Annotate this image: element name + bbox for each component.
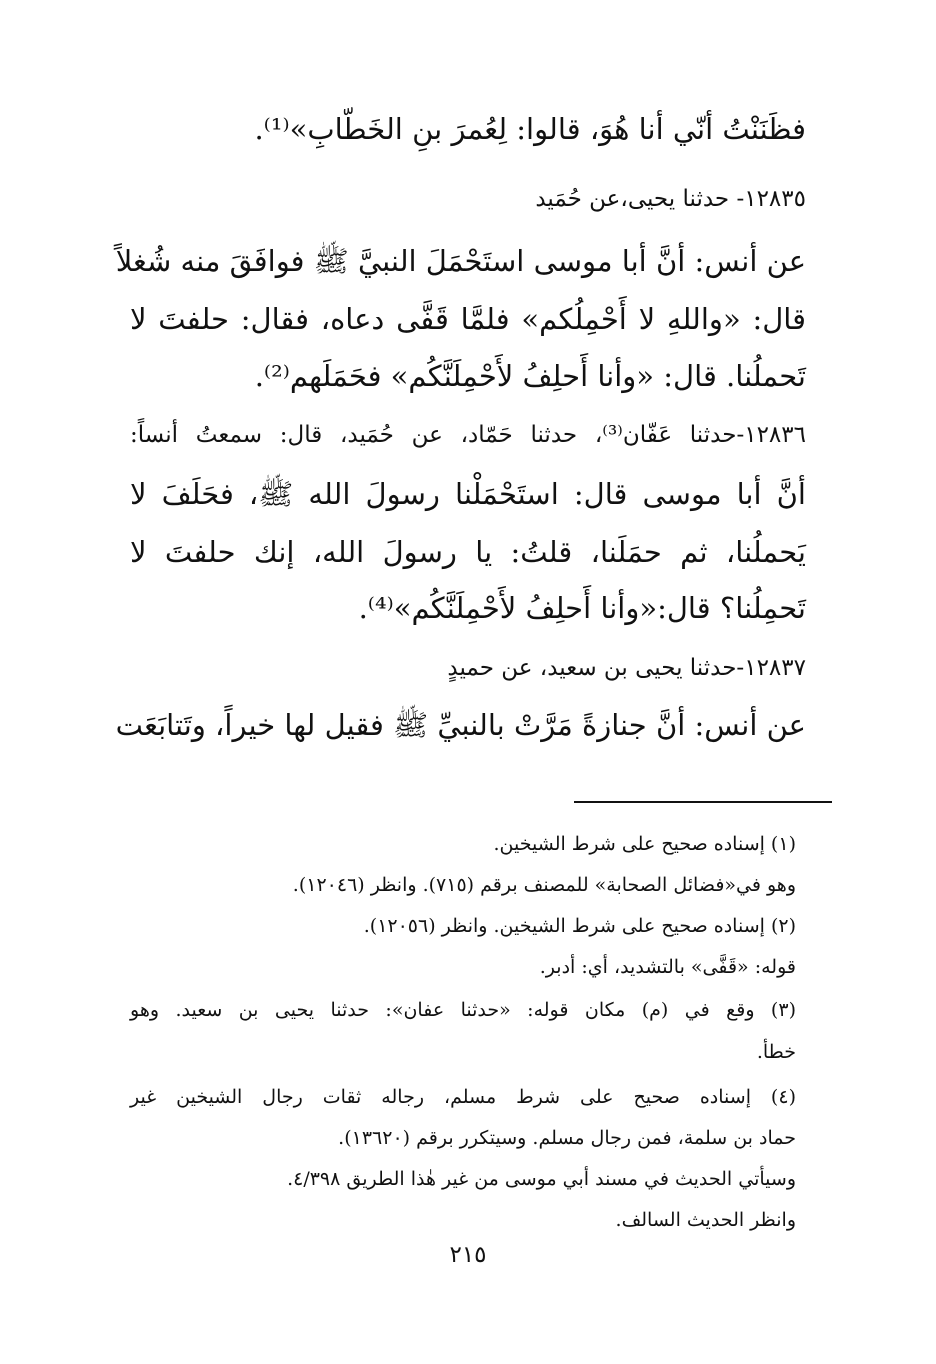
- footnote-line: خطأ.: [756, 1041, 796, 1063]
- hadith-heading-12837: ١٢٨٣٧-حدثنا يحيى بن سعيد، عن حميدٍ: [447, 655, 806, 681]
- hadith-heading-12835: ١٢٨٣٥- حدثنا يحيى،عن حُمَيد: [535, 186, 806, 212]
- text-line: قال: «واللهِ لا أَحْمِلُكم» فلمَّا قَفَّى دعاه، فقال: حلفتَ لا: [130, 302, 806, 336]
- footnote-separator: [574, 801, 832, 803]
- footnote-line: (١) إسناده صحيح على شرط الشيخين.: [493, 833, 796, 855]
- page-number: ٢١٥: [449, 1242, 487, 1268]
- footnote-line: وهو في«فضائل الصحابة» للمصنف برقم (٧١٥). وانظر (١٢٠٤٦).: [292, 874, 796, 896]
- footnote-line: حماد بن سلمة، فمن رجال مسلم. وسيتكرر برقم (١٣٦٢٠).: [338, 1127, 796, 1149]
- text-line: تَحمِلُنا؟ قال:«وأنا أَحلِفُ لأَحْمِلَنَّكُم»⁽⁴⁾.: [358, 591, 806, 625]
- text-line: أنَّ أبا موسى قال: استَحْمَلْنا رسولَ الله ﷺ، فحَلَفَ لا: [130, 477, 806, 511]
- footnote-line: (٣) وقع في (م) مكان قوله: «حدثنا عفان»: حدثنا يحيى بن سعيد. وهو: [130, 999, 796, 1021]
- hadith-heading-12836: ١٢٨٣٦-حدثنا عَفّان⁽³⁾، حدثنا حَمّاد، عن حُمَيد، قال: سمعتُ أنساً:: [130, 422, 806, 448]
- footnote-line: قوله: «قَفَّى» بالتشديد، أي: أدبر.: [539, 956, 796, 978]
- footnote-line: (٢) إسناده صحيح على شرط الشيخين. وانظر (١٢٠٥٦).: [363, 915, 796, 937]
- footnote-line: وسيأتي الحديث في مسند أبي موسى من غير هٰذا الطريق ٤/٣٩٨.: [287, 1168, 796, 1190]
- footnote-line: وانظر الحديث السالف.: [615, 1209, 796, 1231]
- text-line: عن أنس: أنَّ جنازةً مَرَّتْ بالنبيِّ ﷺ فقيل لها خيراً، وتَتابَعَت: [115, 708, 806, 742]
- footnote-line: (٤) إسناده صحيح على شرط مسلم، رجاله ثقات رجال الشيخين غير: [130, 1086, 796, 1108]
- text-line: عن أنس: أنَّ أبا موسى استَحْمَلَ النبيَّ ﷺ فوافَقَ منه شُغلاً: [115, 244, 806, 278]
- text-line: تَحملُنا. قال: «وأنا أَحلِفُ لأَحْمِلَنَّكُم» فحَمَلَهم⁽²⁾.: [254, 359, 806, 393]
- text-line: فظَنَنْتُ أنّي أنا هُوَ، قالوا: لِعُمرَ بنِ الخَطّابِ»⁽¹⁾.: [254, 112, 806, 146]
- text-line: يَحملُنا، ثم حمَلَنا، قلتُ: يا رسولَ الله، إنك حلفتَ لا: [130, 535, 806, 569]
